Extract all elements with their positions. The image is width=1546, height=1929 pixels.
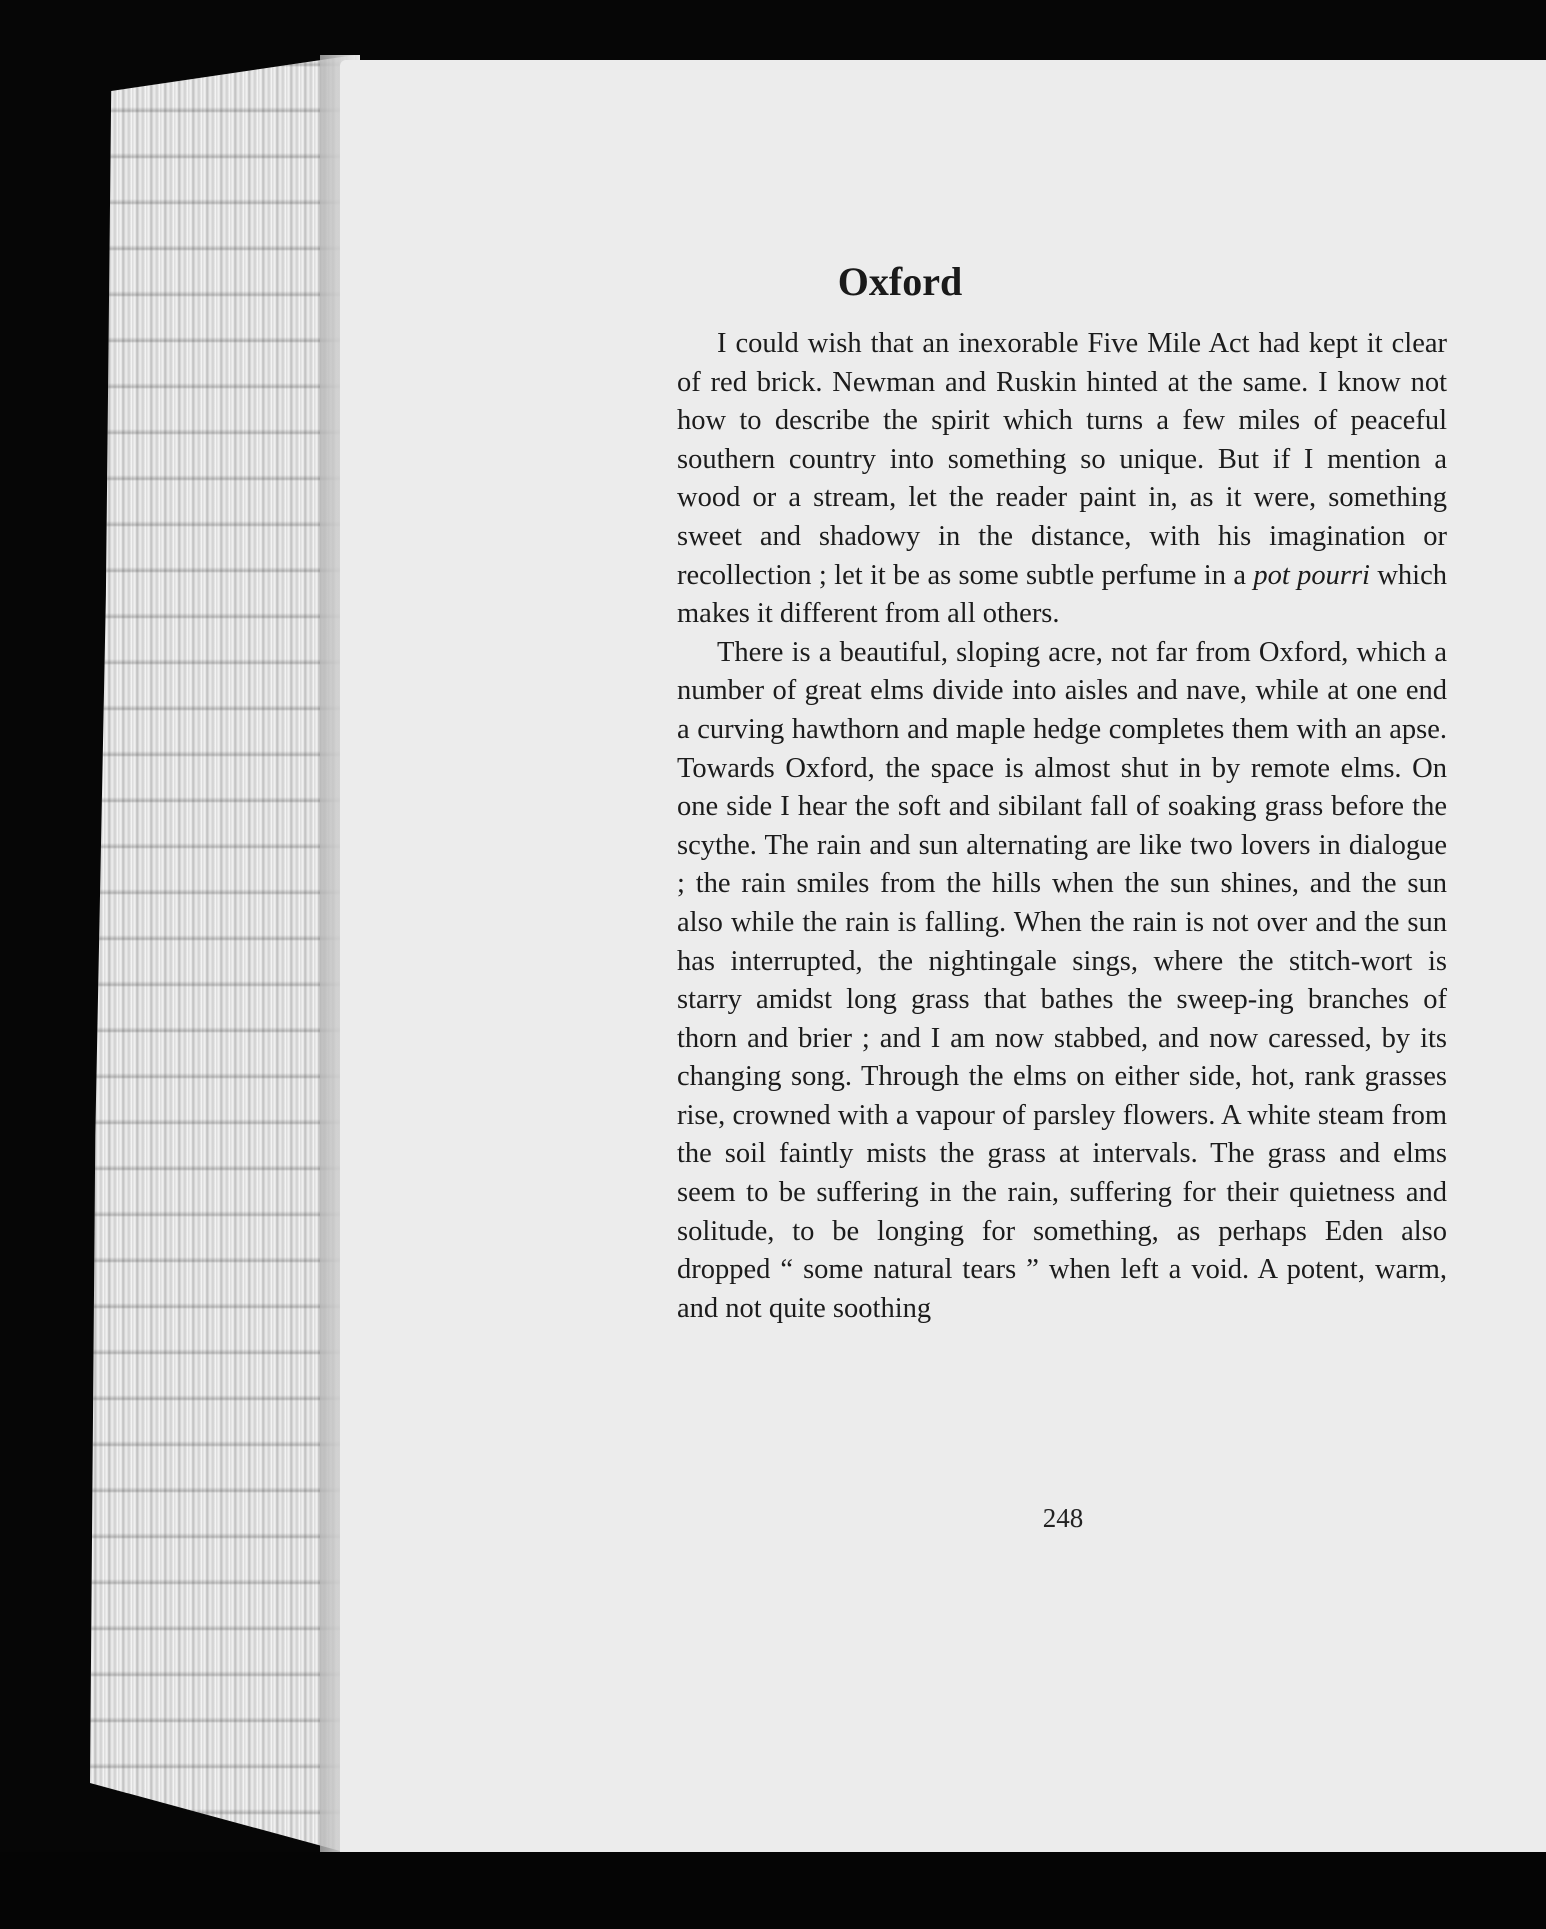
scan-background-bottom [0, 1852, 1546, 1929]
paragraph-1 [677, 325, 1447, 634]
italic-phrase: pot pourri [1253, 559, 1370, 591]
paragraph-2: There is a beautiful, sloping acre, not far from Oxford, which a number of great elms divide into aisles and nave, while at one end a curving hawthorn and maple hedge completes them with an apse. Towards Oxford, the space is almost shut in by remote elms. On one side I hear the soft and sibilant fall of soaking grass before the scythe. The rain and sun alternating are like two lovers in dialogue ; the rain smiles from the hills when the sun shines, and the sun also while the rain is falling. When the rain is not over and the sun has interrupted, the nightingale sings, where the stitch-wort is starry amidst long grass that bathes the sweep-ing branches of thorn and brier ; and I am now stabbed, and now caressed, by its changing song. Through the elms on either side, hot, rank grasses rise, crowned with a vapour of parsley flowers. A white steam from the soil faintly mists the grass at intervals. The grass and elms seem to be suffering in the rain, suffering for their quietness and solitude, to be longing for something, as perhaps Eden also dropped “ some natural tears ” when left a void. A potent, warm, and not quite soothing [677, 636, 1447, 1324]
page-edges [90, 55, 355, 1855]
page-title: Oxford [837, 259, 963, 304]
body-text [677, 325, 1447, 1328]
paragraph-1-tail: which makes it different from all others. [677, 559, 1447, 630]
page-number: 248 [1042, 1503, 1084, 1533]
paragraph-1-text: I could wish that an inexorable Five Mile Act had kept it clear of red brick. Newman and Ruskin hinted at the same. I know not how to describe the spirit which turns a few miles of peaceful southern country into something so unique. But if I mention a wood or a stream, let the reader paint in, as it were, something sweet and shadowy in the distance, with his imagination or recollection ; let it be as some subtle perfume in a [677, 328, 1447, 591]
